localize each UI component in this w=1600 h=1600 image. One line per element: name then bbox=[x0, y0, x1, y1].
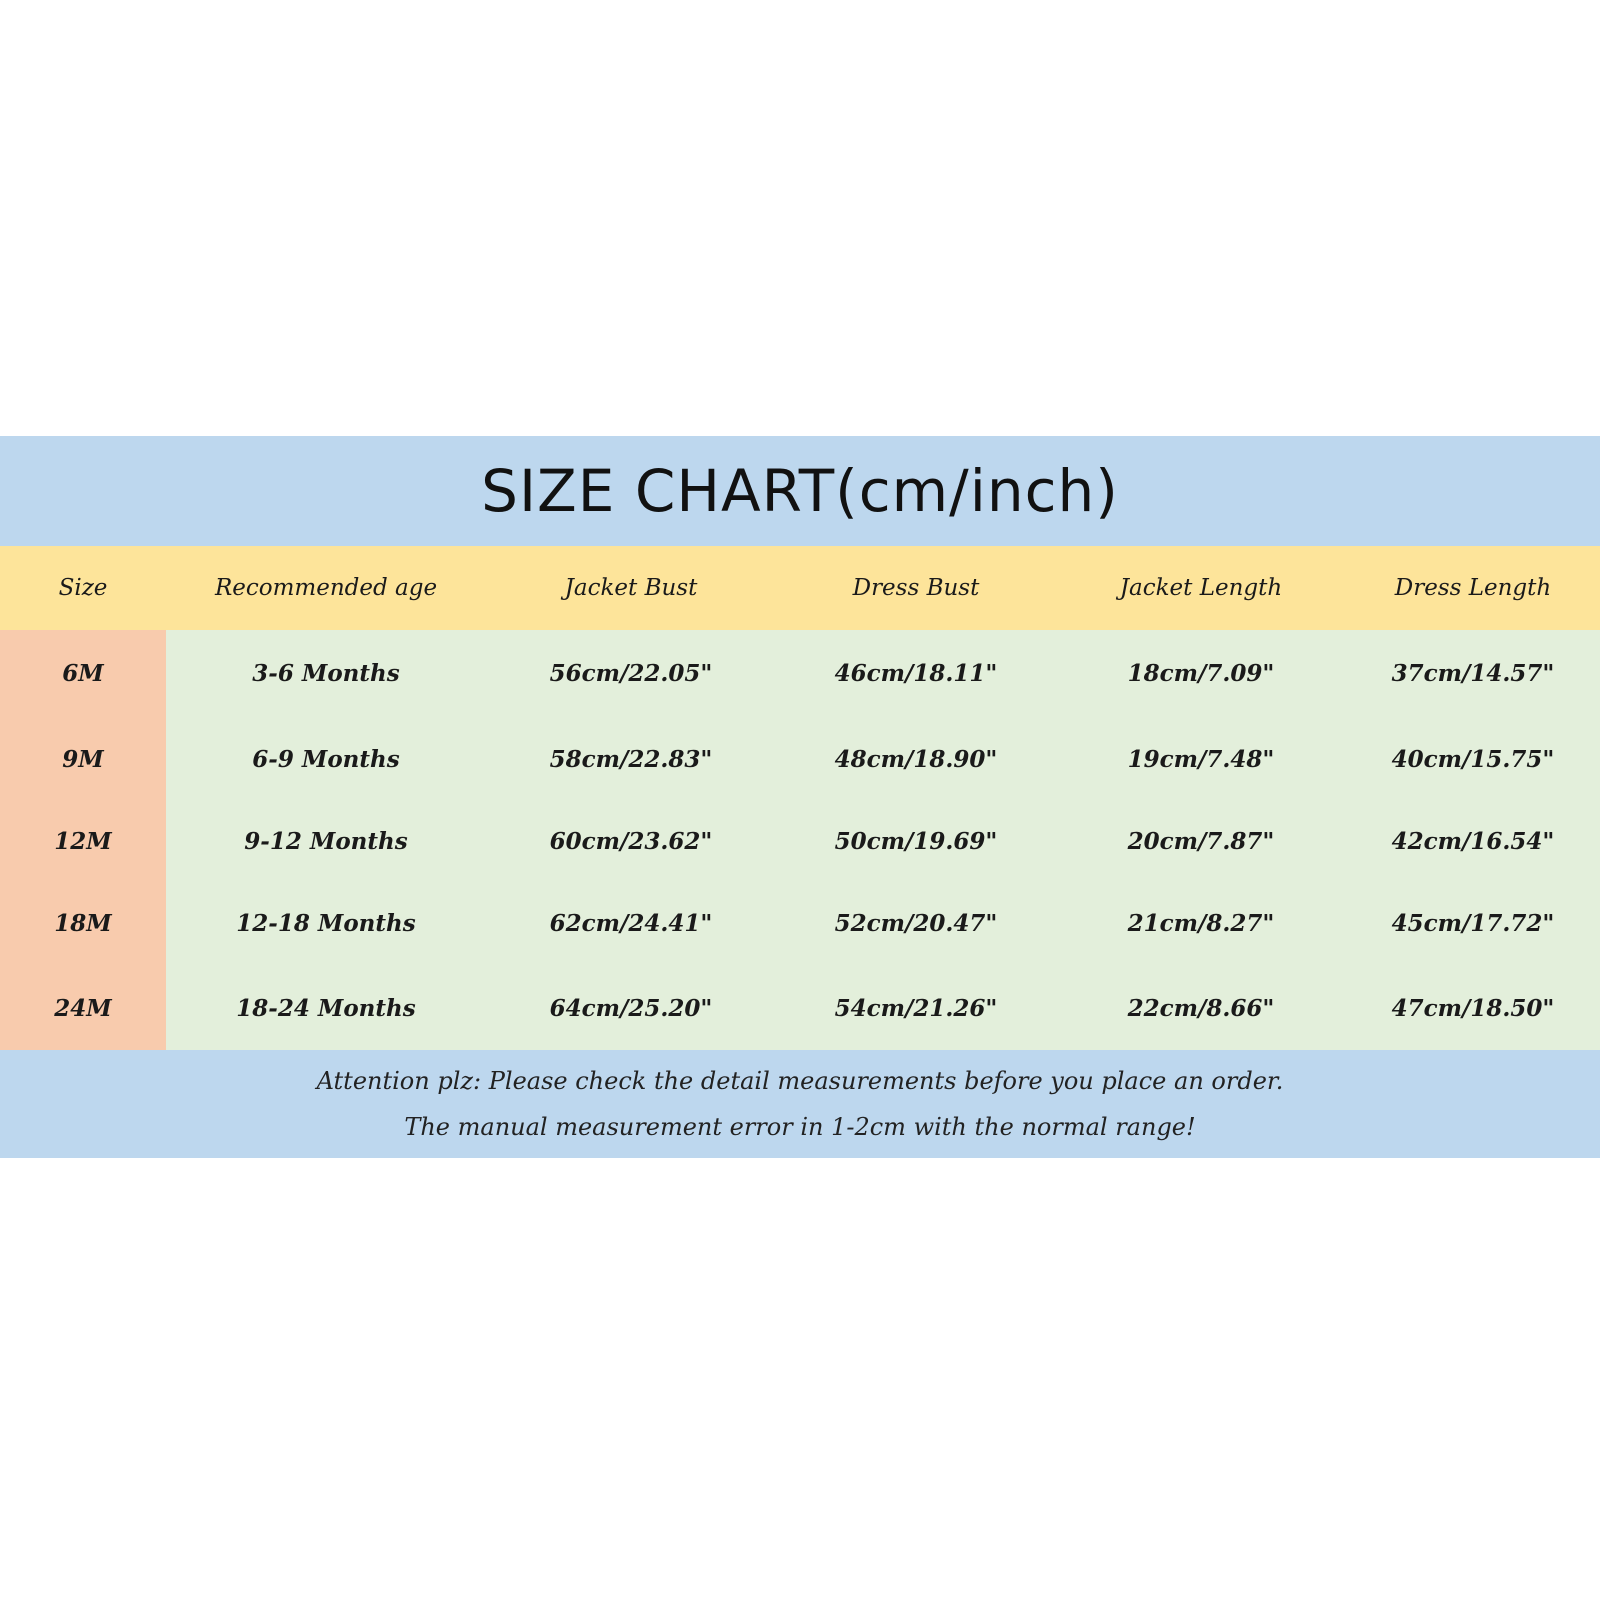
age-cell: 6-9 Months bbox=[252, 745, 400, 773]
dress-bust-cell: 54cm/21.26" bbox=[834, 994, 998, 1022]
jacket-length-cell: 20cm/7.87" bbox=[1127, 827, 1275, 855]
header-jacket-length: Jacket Length bbox=[1119, 575, 1283, 601]
header-row bbox=[0, 546, 1600, 630]
attention-note: Attention plz: Please check the detail measurements before you place an order. bbox=[316, 1067, 1284, 1095]
size-cell: 12M bbox=[0, 802, 166, 880]
jacket-bust-cell: 58cm/22.83" bbox=[549, 745, 713, 773]
chart-title: SIZE CHART(cm/inch) bbox=[481, 457, 1119, 525]
header-jacket-bust: Jacket Bust bbox=[564, 575, 698, 601]
jacket-length-cell: 19cm/7.48" bbox=[1127, 745, 1275, 773]
header-dress-length: Dress Length bbox=[1394, 575, 1552, 601]
note-band bbox=[0, 1050, 1600, 1158]
age-cell: 3-6 Months bbox=[252, 659, 400, 687]
measurement-error-note: The manual measurement error in 1-2cm with the normal range! bbox=[404, 1113, 1196, 1141]
jacket-bust-cell: 64cm/25.20" bbox=[549, 994, 713, 1022]
age-cell: 18-24 Months bbox=[236, 994, 416, 1022]
dress-length-cell: 40cm/15.75" bbox=[1391, 745, 1555, 773]
header-dress-bust: Dress Bust bbox=[852, 575, 980, 601]
jacket-length-cell: 18cm/7.09" bbox=[1127, 659, 1275, 687]
size-cell: 18M bbox=[0, 880, 166, 966]
jacket-bust-cell: 60cm/23.62" bbox=[549, 827, 713, 855]
dress-bust-cell: 52cm/20.47" bbox=[834, 909, 998, 937]
dress-length-cell: 42cm/16.54" bbox=[1391, 827, 1555, 855]
size-cell: 9M bbox=[0, 716, 166, 802]
title-band bbox=[0, 436, 1600, 546]
header-size: Size bbox=[58, 575, 108, 601]
age-cell: 9-12 Months bbox=[244, 827, 408, 855]
dress-length-cell: 47cm/18.50" bbox=[1391, 994, 1555, 1022]
table-row bbox=[0, 630, 1600, 716]
size-cell: 24M bbox=[0, 966, 166, 1050]
size-cell: 6M bbox=[0, 630, 166, 716]
dress-bust-cell: 50cm/19.69" bbox=[834, 827, 998, 855]
table-row bbox=[0, 880, 1600, 966]
table-row bbox=[0, 802, 1600, 880]
table-row bbox=[0, 966, 1600, 1050]
header-recommended-age: Recommended age bbox=[214, 575, 438, 601]
dress-length-cell: 45cm/17.72" bbox=[1391, 909, 1555, 937]
dress-bust-cell: 48cm/18.90" bbox=[834, 745, 998, 773]
jacket-bust-cell: 56cm/22.05" bbox=[549, 659, 713, 687]
table-row bbox=[0, 716, 1600, 802]
jacket-length-cell: 22cm/8.66" bbox=[1127, 994, 1275, 1022]
size-chart bbox=[0, 436, 1600, 1158]
jacket-bust-cell: 62cm/24.41" bbox=[549, 909, 713, 937]
dress-length-cell: 37cm/14.57" bbox=[1391, 659, 1555, 687]
dress-bust-cell: 46cm/18.11" bbox=[834, 659, 998, 687]
age-cell: 12-18 Months bbox=[236, 909, 416, 937]
jacket-length-cell: 21cm/8.27" bbox=[1127, 909, 1275, 937]
